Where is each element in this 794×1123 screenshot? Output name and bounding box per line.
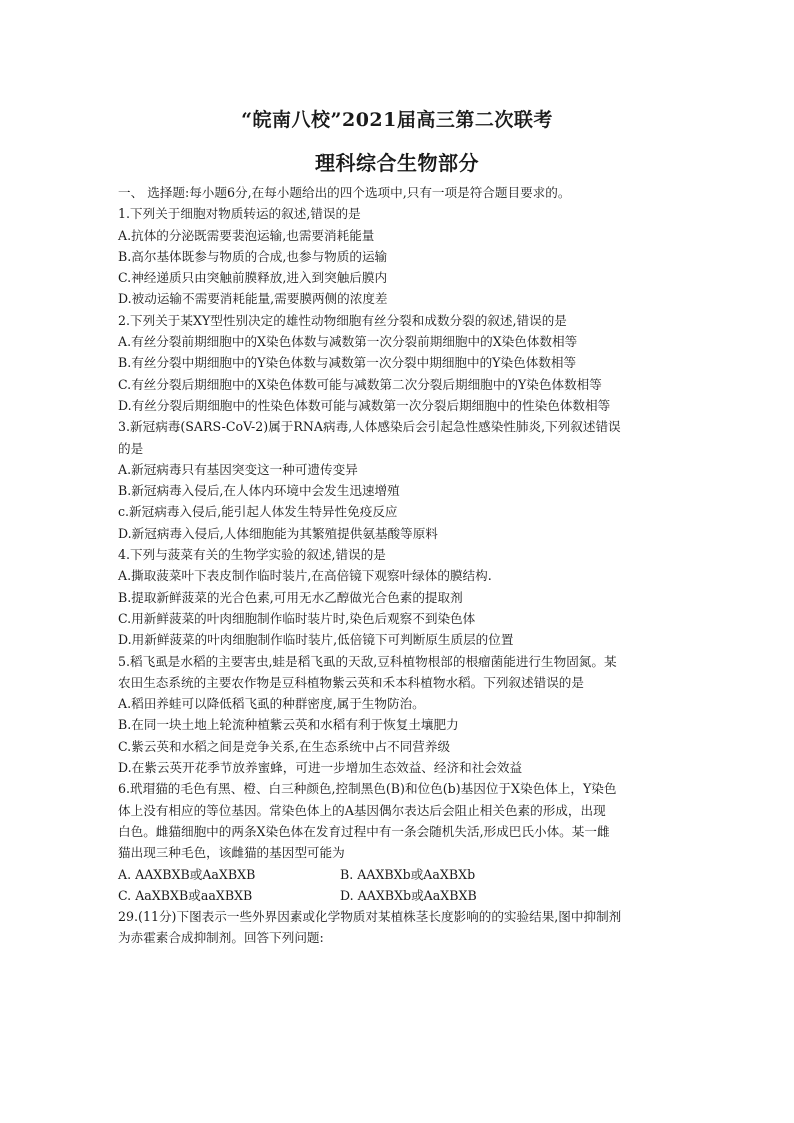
q3-stem-line2: 的是 bbox=[118, 440, 144, 456]
q3-option-c: c.新冠病毒入侵后,能引起人体发生特异性免疫反应 bbox=[118, 504, 398, 520]
q3-stem-line1: 3.新冠病毒(SARS-CoV-2)属于RNA病毒,人体感染后会引起急性感染性肺炎,下列叙述错误 bbox=[118, 419, 621, 435]
q1-option-c: C.神经递质只由突触前膜释放,进入到突触后膜内 bbox=[118, 270, 388, 286]
q2-stem: 2.下列关于某XY型性别决定的雄性动物细胞有丝分裂和成数分裂的叙述,错误的是 bbox=[118, 312, 567, 328]
q5-option-a: A.稻田养蛙可以降低稻飞虱的种群密度,属于生物防治。 bbox=[118, 696, 425, 712]
q2-option-b: B.有丝分裂中期细胞中的Y染色体数与减数第一次分裂中期细胞中的Y染色体数相等 bbox=[118, 355, 577, 371]
q4-stem: 4.下列与菠菜有关的生物学实验的叙述,错误的是 bbox=[118, 547, 386, 563]
q2-option-c: C.有丝分裂后期细胞中的X染色体数可能与减数第二次分裂后期细胞中的Y染色体数相等 bbox=[118, 376, 602, 392]
q6-options-row2 bbox=[118, 885, 688, 906]
q4-option-d: D.用新鲜菠菜的叶肉细胞制作临时装片,低倍镜下可判断原生质层的位置 bbox=[118, 632, 514, 648]
q4-option-b: B.提取新鲜菠菜的光合色素,可用无水乙醇做光合色素的提取剂 bbox=[118, 589, 463, 605]
q1-stem: 1.下列关于细胞对物质转运的叙述,错误的是 bbox=[118, 206, 361, 222]
q6-option-b: B. AAXBXb或AaXBXb bbox=[340, 866, 476, 882]
q1-option-d: D.被动运输不需要消耗能量,需要膜两侧的浓度差 bbox=[118, 291, 388, 307]
q4-option-c: C.用新鲜菠菜的叶肉细胞制作临时装片时,染色后观察不到染色体 bbox=[118, 610, 476, 626]
q5-stem-line1: 5.稻飞虱是水稻的主要害虫,蛙是稻飞虱的天敌,豆科植物根部的根瘤菌能进行生物固氮。某 bbox=[118, 653, 617, 669]
q5-option-c: C.紫云英和水稻之间是竞争关系,在生态系统中占不同营养级 bbox=[118, 738, 451, 754]
q1-option-a: A.抗体的分泌既需要裴泡运输,也需要消耗能量 bbox=[118, 227, 375, 243]
q6-option-d: D. AAXBXb或AaXBXB bbox=[340, 887, 477, 903]
q29-stem-line1: 29.(11分)下图表示一些外界因素或化学物质对某植株茎长度影响的的实验结果,图中抑制剂 bbox=[118, 909, 622, 925]
q2-option-d: D.有丝分裂后期细胞中的性染色体数可能与减数第一次分裂后期细胞中的性染色体数相等 bbox=[118, 397, 611, 413]
q6-option-a: A. AAXBXB或AaXBXB bbox=[118, 866, 256, 882]
q3-option-a: A.新冠病毒只有基因突变这一种可遗传变异 bbox=[118, 461, 358, 477]
q1-option-b: B.高尔基体既参与物质的合成,也参与物质的运输 bbox=[118, 248, 388, 264]
q29-stem-line2: 为赤霍素合成抑制剂。回答下列问题: bbox=[118, 930, 324, 946]
q6-stem-line3: 白色。雌猫细胞中的两条X染色体在发育过程中有一条会随机失活,形成巴氏小体。某一雌 bbox=[118, 823, 610, 839]
q2-option-a: A.有丝分裂前期细胞中的X染色体数与减数第一次分裂前期细胞中的X染色体数相等 bbox=[118, 334, 578, 350]
q6-stem-line2: 体上没有相应的等位基因。常染色体上的A基因偶尔表达后会阻止相关色素的形成，出现 bbox=[118, 802, 606, 818]
q3-option-d: D.新冠病毒入侵后,人体细胞能为其繁殖提供氨基酸等原料 bbox=[118, 525, 438, 541]
q4-option-a: A.撕取菠菜叶下表皮制作临时装片,在高倍镜下观察叶绿体的膜结构. bbox=[118, 568, 492, 584]
q6-stem-line1: 6.玳瑁猫的毛色有黑、橙、白三种颜色,控制黑色(B)和位色(b)基因位于X染色体上，Y染色 bbox=[118, 781, 617, 797]
q5-option-b: B.在同一块土地上轮流种植紫云英和水稻有利于恢复土壤肥力 bbox=[118, 717, 459, 733]
q5-stem-line2: 农田生态系统的主要农作物是豆科植物紫云英和禾本科植物水稻。下列叙述错误的是 bbox=[118, 674, 584, 690]
section-heading: 一、 选择题:每小题6分,在每小题给出的四个选项中,只有一项是符合题目要求的。 bbox=[118, 185, 571, 200]
q6-options-row1 bbox=[118, 864, 688, 885]
exam-content bbox=[118, 182, 688, 949]
q5-option-d: D.在紫云英开花季节放养蜜蜂，可进一步增加生态效益、经济和社会效益 bbox=[118, 760, 523, 776]
exam-subtitle: 理科综合生物部分 bbox=[315, 151, 479, 175]
exam-title: “皖南八校”2021届高三第二次联考 bbox=[241, 109, 553, 131]
q3-option-b: B.新冠病毒入侵后,在人体内环境中会发生迅速增殖 bbox=[118, 483, 400, 499]
q6-option-c: C. AaXBXB或aaXBXB bbox=[118, 887, 253, 903]
q6-stem-line4: 猫出现三种毛色，该雌猫的基因型可能为 bbox=[118, 845, 345, 861]
